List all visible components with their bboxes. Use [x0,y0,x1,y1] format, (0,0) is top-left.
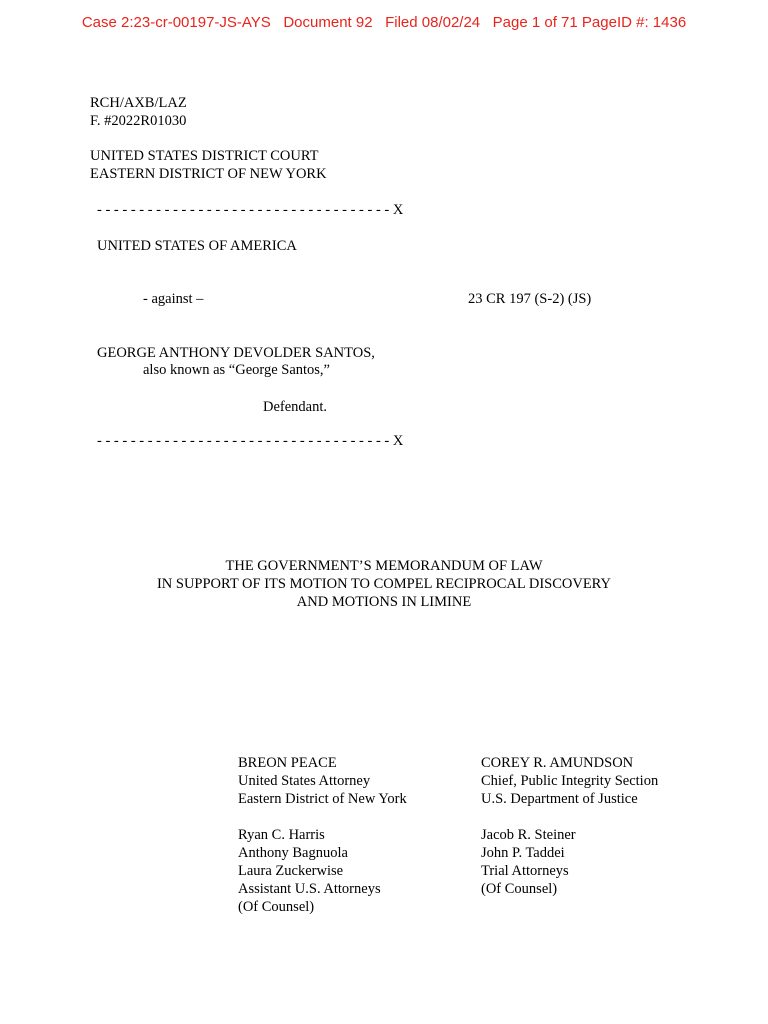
attorney-initials: RCH/AXB/LAZ [90,95,187,111]
against-label: - against – [143,291,204,307]
plaintiff-name: UNITED STATES OF AMERICA [97,238,297,254]
defendant-label: Defendant. [263,399,328,415]
us-attorney-title: United States Attorney [238,773,371,789]
counsel-name: John P. Taddei [481,845,565,861]
counsel-name: Laura Zuckerwise [238,863,344,879]
counsel-role: Trial Attorneys [481,863,569,879]
file-number: F. #2022R01030 [90,113,187,129]
section-chief-title: Chief, Public Integrity Section [481,773,659,789]
page-id-stamp: Page 1 of 71 PageID #: 1436 [492,14,687,31]
counsel-name: Jacob R. Steiner [481,827,576,843]
signature-block-left [238,754,407,916]
us-attorney-name: BREON PEACE [238,755,337,771]
docket-number: 23 CR 197 (S-2) (JS) [468,291,592,307]
ecf-header-stamp [0,14,768,31]
title-line-3: AND MOTIONS IN LIMINE [296,594,472,610]
counsel-name: Anthony Bagnuola [238,845,348,861]
caption-divider-top: - - - - - - - - - - - - - - - - - - - - - - - - - - - - - - - - - - - X [97,202,404,218]
defendant-aka: also known as “George Santos,” [143,362,330,378]
counsel-name: Ryan C. Harris [238,827,325,843]
of-counsel-label: (Of Counsel) [238,899,315,915]
us-attorney-office: Eastern District of New York [238,791,407,807]
of-counsel-label: (Of Counsel) [481,881,558,897]
document-title [0,557,768,611]
defendant-name: GEORGE ANTHONY DEVOLDER SANTOS, [97,345,375,361]
court-district: EASTERN DISTRICT OF NEW YORK [90,166,327,182]
signature-block-right [481,754,658,898]
title-line-1: THE GOVERNMENT’S MEMORANDUM OF LAW [225,558,543,574]
caption-divider-bottom: - - - - - - - - - - - - - - - - - - - - - - - - - - - - - - - - - - - X [97,433,404,449]
filed-date-stamp: Filed 08/02/24 [385,14,481,31]
title-line-2: IN SUPPORT OF ITS MOTION TO COMPEL RECIPROCAL DISCOVERY [156,576,612,592]
court-name: UNITED STATES DISTRICT COURT [90,148,319,164]
section-chief-office: U.S. Department of Justice [481,791,638,807]
document-number-stamp: Document 92 [283,14,373,31]
section-chief-name: COREY R. AMUNDSON [481,755,634,771]
counsel-role: Assistant U.S. Attorneys [238,881,381,897]
case-number-stamp: Case 2:23-cr-00197-JS-AYS [81,14,271,31]
